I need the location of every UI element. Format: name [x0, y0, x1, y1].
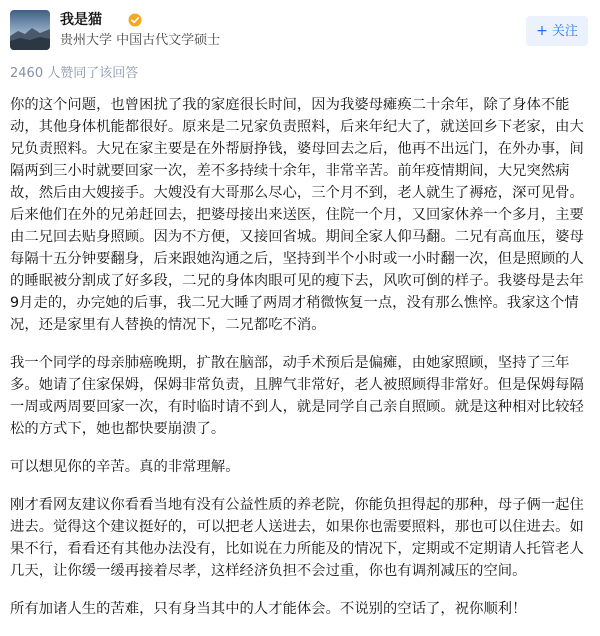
follow-label: 关注: [551, 24, 578, 39]
answer-paragraph: 我一个同学的母亲肺癌晚期，扩散在脑部，动手术预后是偏瘫，由她家照顾，坚持了三年多。她请了住家保姆，保姆非常负责，且脾气非常好，老人被照顾得非常好。但是保姆每隔一周或两周要回家一次，有时临时请不到人，就是同学自己亲自照顾。就是这种相对比较轻松的方式下，她也都快要崩溃了。: [10, 355, 584, 437]
plus-icon: +: [536, 23, 548, 39]
follow-button[interactable]: [526, 16, 588, 46]
author-description: 贵州大学 中国古代文学硕士: [60, 33, 221, 48]
answer-paragraph: 刚才看网友建议你看看当地有没有公益性质的养老院，你能负担得起的那种，母子俩一起住进去。觉得这个建议挺好的，可以把老人送进去，如果你也需要照料，那也可以住进去。如果不行，看看还有其他办法没有，比如说在力所能及的情况下，定期或不定期请人托管老人几天，让你缓一缓再接着尽孝，这样经济负担不会过重，你也有调剂减压的空间。: [10, 497, 584, 579]
verified-badge-icon: [128, 13, 142, 27]
answer-content: [10, 94, 588, 636]
avatar-landscape-image: [10, 10, 50, 50]
answer-paragraph: 可以想见你的辛苦。真的非常理解。: [10, 459, 240, 475]
author-name[interactable]: 我是猫: [60, 12, 102, 28]
answer-paragraph: 你的这个问题，也曾困扰了我的家庭很长时间，因为我婆母瘫痪二十余年，除了身体不能动，其他身体机能都很好。原来是二兄家负责照料，后来年纪大了，就送回乡下老家，由大兄负责照料。大兄在家主要是在外帮厨挣钱，婆母回去之后，他再不出远门，在外办事，间隔两到三小时就要回家一次，差不多持续十余年，非常辛苦。前年疫情期间，大兄突然病故，然后由大嫂接手。大嫂没有大哥那么尽心，三个月不到，老人就生了褥疮，深可见骨。后来他们在外的兄弟赶回去，把婆母接出来送医，住院一个月，又回家休养一个多月，主要由二兄回去贴身照顾。因为不方便，又接回省城。期间全家人仰马翻。二兄有高血压，婆母每隔十五分钟要翻身，后来跟她沟通之后，坚持到半个小时或一小时翻一次，但是照顾的人的睡眠被分割成了好多段，二兄的身体肉眼可见的瘦下去，风吹可倒的样子。我婆母是去年9月走的，办完她的后事，我二兄大睡了两周才稍微恢复一点，没有那么憔悴。我家这个情况，还是家里有人替换的情况下，二兄都吃不消。: [10, 97, 584, 333]
author-bar: [10, 10, 588, 50]
answer-paragraph: 所有加诸人生的苦难，只有身当其中的人才能体会。不说别的空话了，祝你顺利！: [10, 601, 527, 617]
avatar[interactable]: [10, 10, 50, 50]
vote-summary: 2460 人赞同了该回答: [10, 66, 139, 81]
